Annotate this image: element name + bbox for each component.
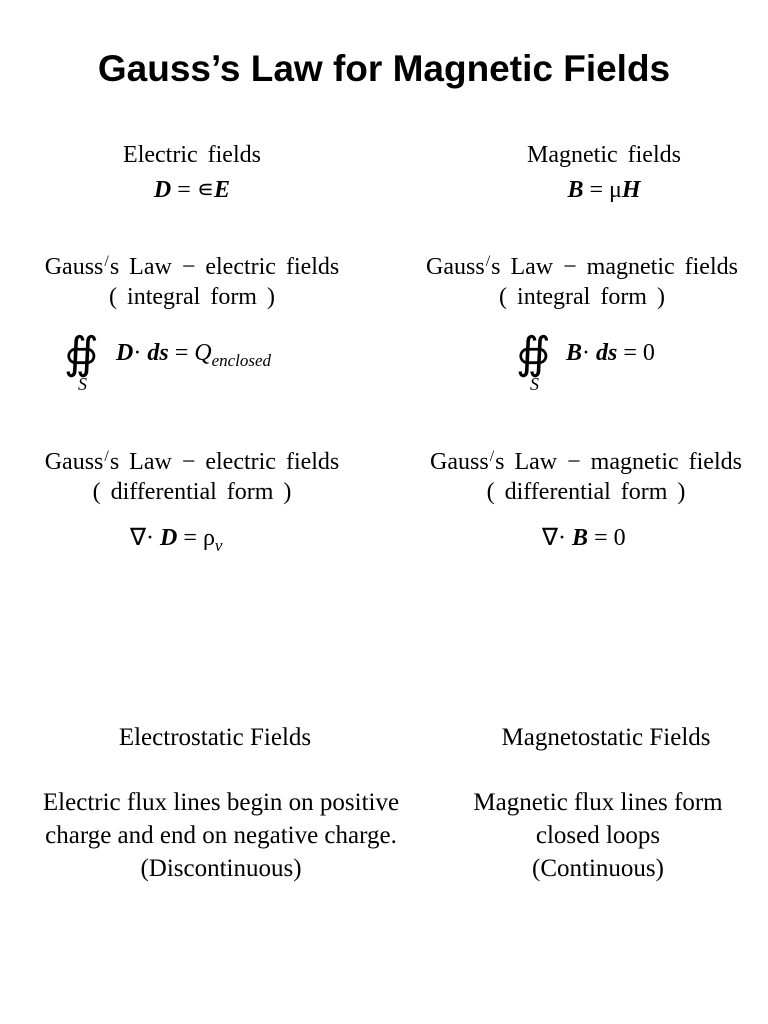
magnetostatic-line3: (Continuous) (532, 855, 664, 882)
d-vector: D (116, 340, 134, 366)
surface-label: S (78, 374, 87, 394)
equals-sign: = (174, 340, 189, 366)
equals-sign: = (183, 525, 197, 551)
surface-integral-icon: ∯ (516, 328, 551, 379)
magnetic-differential-heading (400, 442, 768, 507)
divergence-operator: ∇· (542, 525, 567, 551)
electrostatic-line1: Electric flux lines begin on positive (42, 789, 400, 816)
surface-integral-icon: ∯ (64, 328, 99, 379)
dot-operator: · (582, 340, 591, 366)
magnetic-integral-equation (512, 330, 712, 400)
electric-integral-heading-line1: Gauss/s Law − electric fields (44, 253, 340, 280)
magnetic-differential-equation (542, 523, 626, 553)
zero-value: 0 (642, 340, 655, 366)
magnetostatic-description (410, 786, 768, 885)
d-vector: D (160, 525, 178, 551)
e-symbol: E (214, 177, 231, 203)
mu-symbol: μ (609, 177, 622, 203)
equals-sign: = (177, 177, 191, 203)
electric-constitutive-relation (0, 175, 384, 205)
electrostatic-description (0, 786, 442, 885)
magnetic-differential-heading-line1: Gauss/s Law − magnetic fields (430, 448, 742, 475)
electrostatic-line2: charge and end on negative charge. (45, 822, 397, 849)
h-symbol: H (621, 177, 641, 203)
b-vector: B (572, 525, 589, 551)
b-symbol: B (567, 177, 584, 203)
magnetic-integral-heading (396, 247, 768, 312)
rho-symbol: ρ (202, 525, 215, 551)
ds-vector: ds (596, 340, 618, 366)
electric-fields-heading: Electric fields (123, 142, 261, 168)
magnetic-integral-heading-line2: ( integral form ) (499, 284, 665, 310)
q-symbol: Q (194, 340, 212, 366)
ds-vector: ds (147, 340, 169, 366)
electric-integral-heading-line2: ( integral form ) (109, 284, 275, 310)
magnetostatic-line2: closed loops (535, 822, 661, 849)
electric-integral-equation (60, 330, 360, 400)
dot-operator: · (133, 340, 142, 366)
zero-value: 0 (613, 525, 626, 551)
surface-label: S (530, 374, 539, 394)
equals-sign: = (594, 525, 608, 551)
magnetostatic-heading: Magnetostatic Fields (501, 724, 711, 751)
b-vector: B (566, 340, 583, 366)
electric-differential-heading-line1: Gauss/s Law − electric fields (44, 448, 340, 475)
magnetic-constitutive-relation (414, 175, 768, 205)
magnetic-fields-heading: Magnetic fields (527, 142, 681, 168)
electric-differential-heading-line2: ( differential form ) (92, 479, 292, 505)
electric-differential-heading (0, 442, 384, 507)
enclosed-subscript: enclosed (211, 351, 272, 370)
electrostatic-heading: Electrostatic Fields (118, 724, 312, 751)
magnetostatic-line1: Magnetic flux lines form (473, 789, 723, 816)
d-symbol: D (153, 177, 172, 203)
divergence-operator: ∇· (130, 525, 155, 551)
equals-sign: = (623, 340, 637, 366)
v-subscript: v (214, 536, 223, 555)
magnetic-integral-heading-line1: Gauss/s Law − magnetic fields (426, 253, 738, 280)
electric-integral-heading (0, 247, 384, 312)
electric-differential-equation (130, 523, 222, 555)
page-title: Gauss’s Law for Magnetic Fields (97, 48, 671, 89)
epsilon-symbol: ∊ (196, 177, 215, 203)
magnetic-differential-heading-line2: ( differential form ) (486, 479, 686, 505)
equals-sign: = (589, 177, 603, 203)
electrostatic-line3: (Discontinuous) (140, 855, 302, 882)
